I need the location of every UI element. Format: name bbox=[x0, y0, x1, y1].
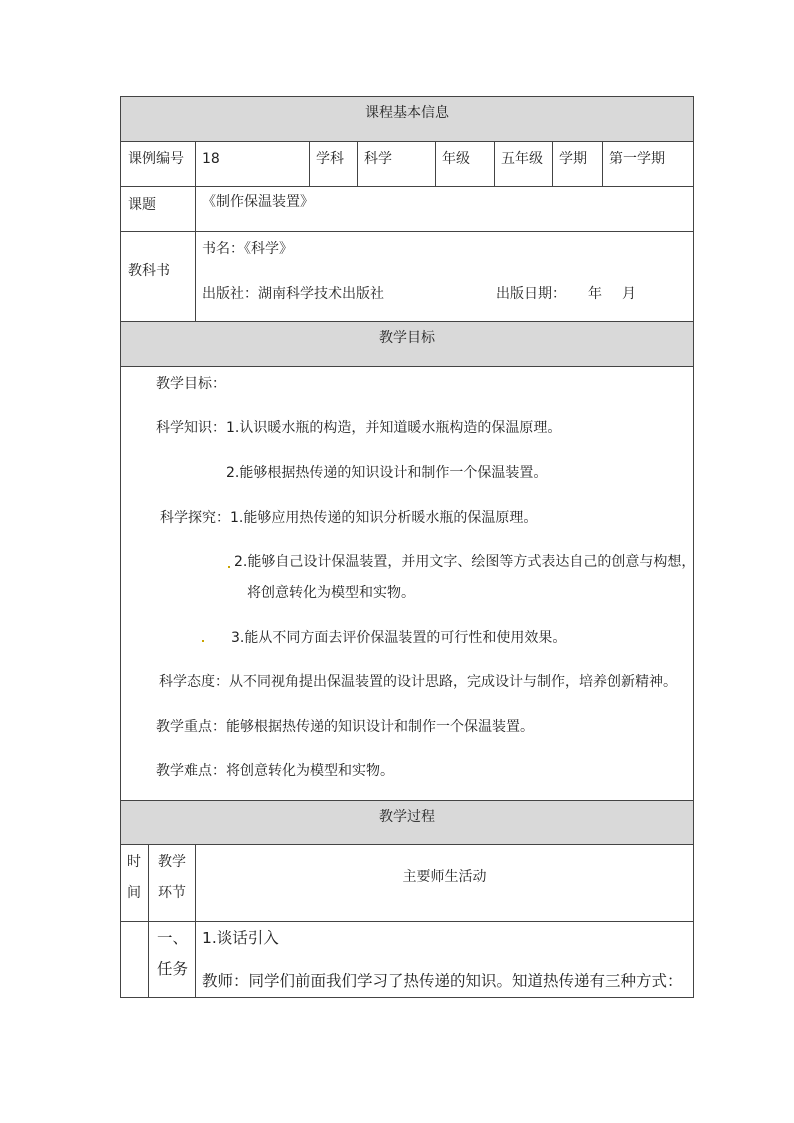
case-no-value: 18 bbox=[202, 151, 220, 167]
objective-line: 教学重点：能够根据热传递的知识设计和制作一个保温装置。 bbox=[156, 719, 534, 735]
col-time-header-2: 间 bbox=[127, 885, 141, 901]
objective-line: 3.能从不同方面去评价保温装置的可行性和使用效果。 bbox=[231, 630, 567, 646]
objective-line: 将创意转化为模型和实物。 bbox=[247, 585, 415, 601]
col-stage-header-1: 教学 bbox=[158, 854, 186, 870]
table-border bbox=[120, 997, 694, 998]
objective-line: 教学难点：将创意转化为模型和实物。 bbox=[156, 763, 394, 779]
stray-mark bbox=[228, 566, 230, 568]
pub-year-label: 年 bbox=[588, 286, 602, 302]
table-border bbox=[120, 96, 694, 97]
row1-activity-line-1: 1.谈话引入 bbox=[202, 929, 279, 947]
book-name: 书名：《科学》 bbox=[202, 241, 293, 257]
table-border bbox=[195, 141, 196, 321]
objective-line: 科学探究：1.能够应用热传递的知识分析暖水瓶的保温原理。 bbox=[160, 510, 538, 526]
table-border bbox=[120, 96, 121, 998]
pub-date-label: 出版日期： bbox=[496, 286, 566, 302]
col-stage-header-2: 环节 bbox=[158, 885, 186, 901]
row1-activity-line-2: 教师：同学们前面我们学习了热传递的知识。知道热传递有三种方式： bbox=[202, 972, 683, 990]
textbook-label: 教科书 bbox=[128, 263, 170, 279]
table-border bbox=[120, 321, 694, 322]
basic-info-title: 课程基本信息 bbox=[365, 105, 449, 121]
col-time-header-1: 时 bbox=[127, 854, 141, 870]
subject-value: 科学 bbox=[364, 151, 392, 167]
objectives-title: 教学目标 bbox=[379, 330, 435, 346]
table-border bbox=[120, 800, 694, 801]
col-activity-header: 主要师生活动 bbox=[402, 869, 487, 885]
objective-line: 科学态度：从不同视角提出保温装置的设计思路，完成设计与制作，培养创新精神。 bbox=[159, 674, 677, 690]
process-title: 教学过程 bbox=[379, 809, 435, 825]
objective-line: 科学知识：1.认识暖水瓶的构造，并知道暖水瓶构造的保温原理。 bbox=[156, 420, 562, 436]
objective-line: 2.能够自己设计保温装置，并用文字、绘图等方式表达自己的创意与构想， bbox=[234, 554, 696, 570]
table-border bbox=[602, 141, 603, 186]
table-border bbox=[120, 366, 694, 367]
stray-mark bbox=[202, 640, 204, 642]
table-border bbox=[693, 96, 694, 998]
table-border bbox=[120, 141, 694, 142]
row1-stage-1: 一、 bbox=[157, 929, 189, 947]
objective-line: 2.能够根据热传递的知识设计和制作一个保温装置。 bbox=[226, 465, 548, 481]
case-no-label: 课例编号 bbox=[128, 151, 184, 167]
table-border bbox=[494, 141, 495, 186]
subject-label: 学科 bbox=[316, 151, 344, 167]
table-border bbox=[552, 141, 553, 186]
table-border bbox=[357, 141, 358, 186]
grade-label: 年级 bbox=[442, 151, 470, 167]
table-border bbox=[148, 844, 149, 998]
term-value: 第一学期 bbox=[609, 151, 665, 167]
table-border bbox=[309, 141, 310, 186]
table-border bbox=[120, 844, 694, 845]
grade-value: 五年级 bbox=[501, 151, 543, 167]
topic-value: 《制作保温装置》 bbox=[202, 194, 314, 210]
table-border bbox=[435, 141, 436, 186]
table-border bbox=[120, 186, 694, 187]
publisher: 出版社：湖南科学技术出版社 bbox=[202, 286, 384, 302]
topic-label: 课题 bbox=[128, 197, 156, 213]
term-label: 学期 bbox=[559, 151, 587, 167]
objective-line: 教学目标： bbox=[156, 376, 226, 392]
table-border bbox=[120, 921, 694, 922]
row1-stage-2: 任务 bbox=[157, 960, 189, 978]
pub-month-label: 月 bbox=[622, 286, 636, 302]
table-border bbox=[120, 231, 694, 232]
